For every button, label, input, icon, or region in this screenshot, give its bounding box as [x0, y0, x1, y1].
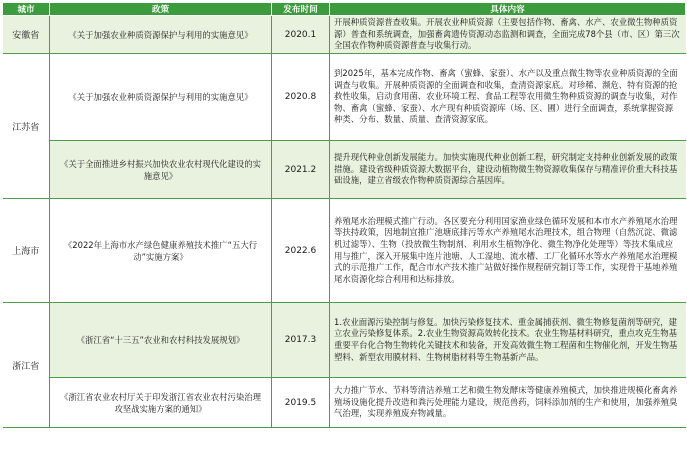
city-cell: 上海市 — [3, 199, 50, 303]
policy-cell: 《2022年上海市水产绿色健康养殖技术推广“五大行动”实施方案》 — [50, 199, 272, 303]
city-cell: 江苏省 — [3, 54, 50, 199]
policy-cell: 《关于加强农业种质资源保护与利用的实施意见》 — [50, 54, 272, 141]
city-cell: 安徽省 — [3, 16, 50, 54]
date-cell: 2020.1 — [272, 16, 330, 54]
table-row — [3, 54, 686, 141]
policy-cell: 《浙江省“十三五”农业和农村科技发展规划》 — [50, 303, 272, 378]
date-cell: 2019.5 — [272, 378, 330, 428]
header-policy: 政策 — [50, 3, 272, 16]
date-cell: 2020.8 — [272, 54, 330, 141]
table-header-row — [3, 3, 686, 16]
content-cell: 提升现代种业创新发展能力。加快实施现代种业创新工程，研究制定支持种业创新发展的政策措施。建设省级种质资源大数据平台，建设动植物微生物资源收集保存与精准评价重大科技基础设施，建立省级农作物种质资源综合基因库。 — [330, 141, 686, 199]
policy-cell: 《关于加强农业种质资源保护与利用的实施意见》 — [50, 16, 272, 54]
table-row — [3, 16, 686, 54]
table-row — [3, 199, 686, 303]
table-row — [3, 141, 686, 199]
date-cell: 2021.2 — [272, 141, 330, 199]
content-cell: 1.农业面源污染控制与修复。加快污染修复技术、重金属捕获剂、微生物修复菌剂等研究，建立农业污染修复体系。2.农业生物资源高效转化技术。农业生物基材料研究，重点攻克生物基重要平台化合物生物转化关键技术和装备，开发高效微生物工程菌和生物催化剂，开发生物基塑料、新型农用膜材料、生物树脂材料等生物基新产品。 — [330, 303, 686, 378]
city-cell: 浙江省 — [3, 303, 50, 428]
content-cell: 养殖尾水治理模式推广行动。各区要充分利用国家渔业绿色循环发展和本市水产养殖尾水治理等扶持政策，因地制宜推广池塘底排污等水产养殖尾水治理技术，组合物理（自然沉淀、微滤机过滤等）、生物（投放微生物制剂、利用水生植物净化、微生物净化处理等）等技术集成应用与推广，深入开展集中连片池塘、人工湿地、流水槽、工厂化循环水等水产养殖尾水治理模式的示范推广工作，配合市水产技术推广站做好操作规程研究制订等工作，实现骨干基地养殖尾水资源化综合利用和达标排放。 — [330, 199, 686, 303]
header-content: 具体内容 — [330, 3, 686, 16]
date-cell: 2017.3 — [272, 303, 330, 378]
table-row — [3, 303, 686, 378]
policy-table — [2, 2, 686, 428]
content-cell: 大力推广节水、节料等清洁养殖工艺和微生物发酵床等健康养殖模式，加快推进规模化畜禽养殖场设施化提升改造和粪污处理能力建设，规范兽药，饲料添加剂的生产和使用，加强养殖臭气治理，实现养殖废弃物减量。 — [330, 378, 686, 428]
header-date: 发布时间 — [272, 3, 330, 16]
date-cell: 2022.6 — [272, 199, 330, 303]
policy-cell: 《关于全面推进乡村振兴加快农业农村现代化建设的实施意见》 — [50, 141, 272, 199]
table-row — [3, 378, 686, 428]
header-city: 城市 — [3, 3, 50, 16]
policy-cell: 《浙江省农业农村厅关于印发浙江省农业农村污染治理攻坚战实施方案的通知》 — [50, 378, 272, 428]
content-cell: 到2025年，基本完成作物、畜禽（蜜蜂、家蚕）、水产以及重点微生物等农业种质资源的全面调查与收集。开展种质资源的全面调查和收集，查清资源家底。对珍稀、濒危、特有资源的抢救性收集，启动食用菌、农业环境工程、食品工程等农用微生物种质资源的调查与收集，对作物、畜禽（蜜蜂、家蚕）、水产现有种质资源库（场、区、圃）进行全面调查，系统掌握资源种类、分布、数量、质量、查清资源家底。 — [330, 54, 686, 141]
content-cell: 开展种质资源普查收集。开展农业种质资源（主要包括作物、畜禽、水产、农业微生物种质资源）普查和系统调查，加强畜禽遗传资源动态监测和调查，全面完成78个县（市、区）第三次全国农作物种质资源普查与收集行动。 — [330, 16, 686, 54]
